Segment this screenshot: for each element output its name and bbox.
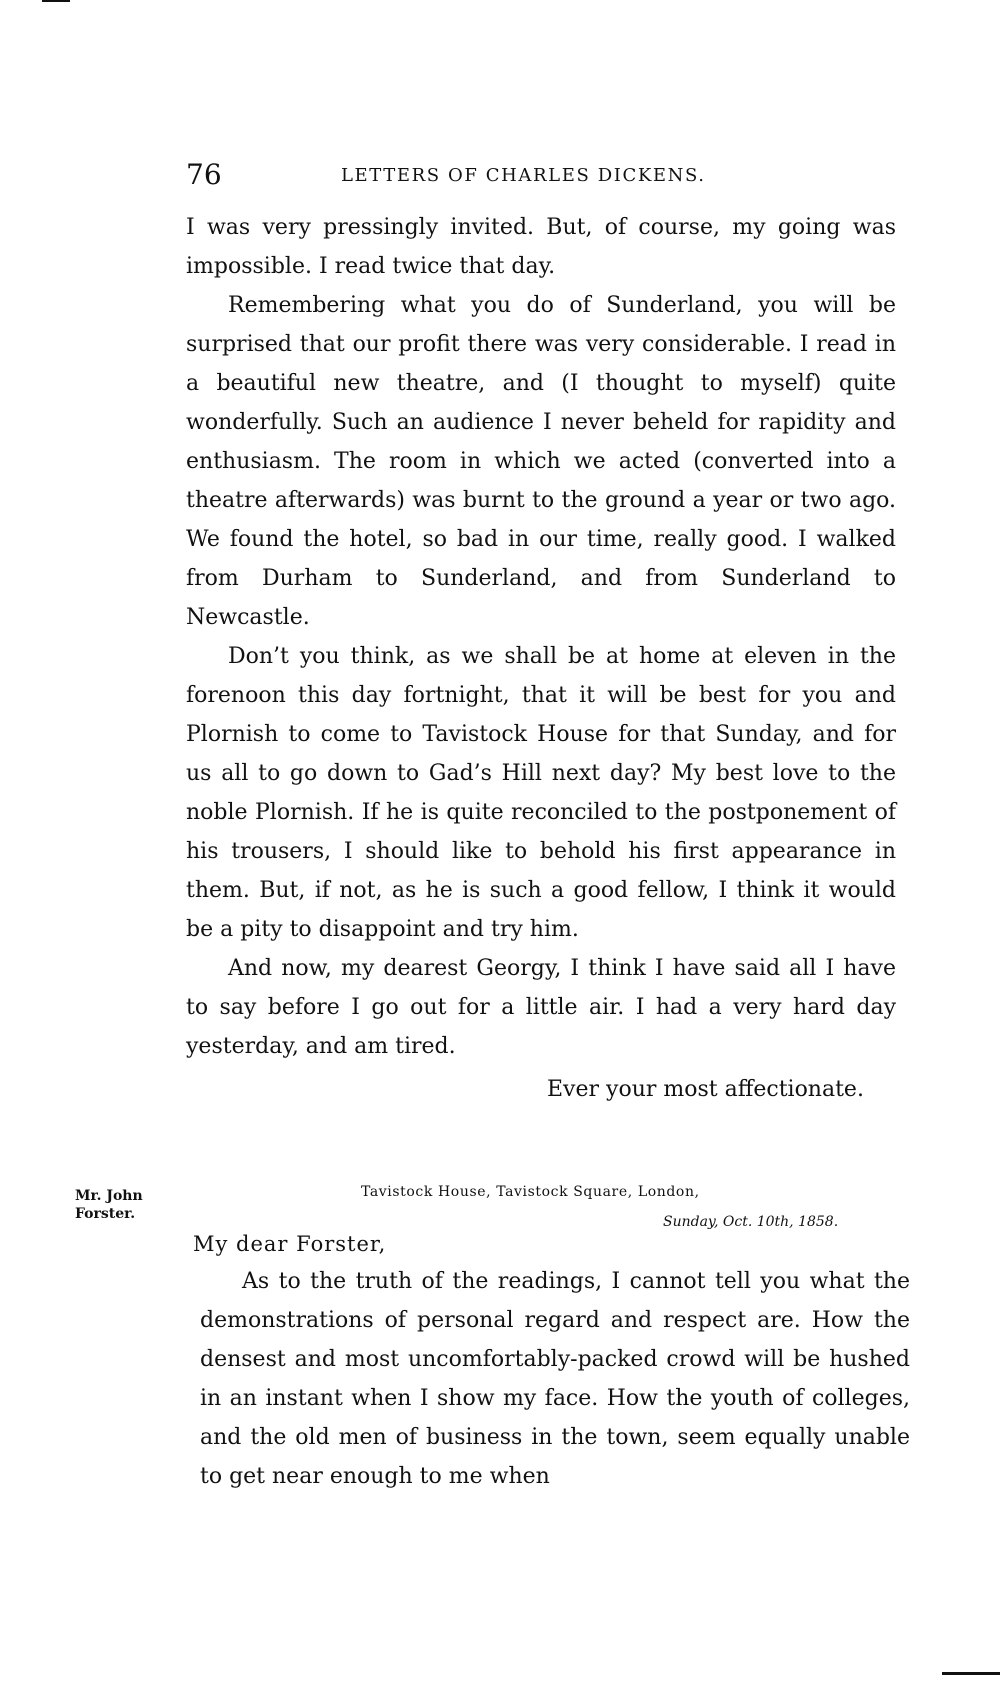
running-title: LETTERS OF CHARLES DICKENS. [341, 165, 706, 186]
letter-two-paragraph: As to the truth of the readings, I cannot tell you what the demonstrations of personal regard and respect are. How the densest and most uncomfortably-packed crowd will be hushed in an instant when I show my face. How the youth of colleges, and the old men of business in the town, seem equally unable to get near enough to me when [200, 1269, 910, 1489]
letter-one-signoff: Ever your most affectionate. [547, 1077, 864, 1102]
letter-one-paragraph-4: And now, my dearest Georgy, I think I have said all I have to say before I go out for a little air. I had a very hard day yesterday, and am tired. [186, 956, 896, 1059]
running-head [186, 158, 886, 198]
letter-two-address: Tavistock House, Tavistock Square, London, [361, 1184, 700, 1200]
letter-one-paragraph-1: I was very pressingly invited. But, of course, my going was impossible. I read twice that day. [186, 215, 896, 279]
letter-two-body [200, 1262, 910, 1496]
letter-one-paragraph-3: Don’t you think, as we shall be at home at eleven in the forenoon this day fortnight, that it will be best for you and Plornish to come to Tavistock House for that Sunday, and for us all to go down to Gad’s Hill next day? My best love to the noble Plornish. If he is quite reconciled to the postponement of his trousers, I should like to behold his first appearance in them. But, if not, as he is such a good fellow, I think it would be a pity to disappoint and try him. [186, 644, 896, 942]
letter-two-date: Sunday, Oct. 10th, 1858. [663, 1214, 839, 1230]
letter-one-paragraph-2: Remembering what you do of Sunderland, you will be surprised that our profit there was very considerable. I read in a beautiful new theatre, and (I thought to myself) quite wonderfully. Such an audience I never beheld for rapidity and enthusiasm. The room in which we acted (converted into a theatre afterwards) was burnt to the ground a year or two ago. We found the hotel, so bad in our time, really good. I walked from Durham to Sunderland, and from Sunderland to Newcastle. [186, 293, 896, 630]
letter-two-salutation: My dear Forster, [193, 1232, 387, 1256]
letter-one-body [186, 208, 896, 1066]
scan-corner-mark [42, 0, 70, 2]
recipient-margin-note: Mr. John Forster. [75, 1188, 143, 1222]
bottom-rule [942, 1672, 1000, 1675]
page-number: 76 [186, 158, 222, 191]
